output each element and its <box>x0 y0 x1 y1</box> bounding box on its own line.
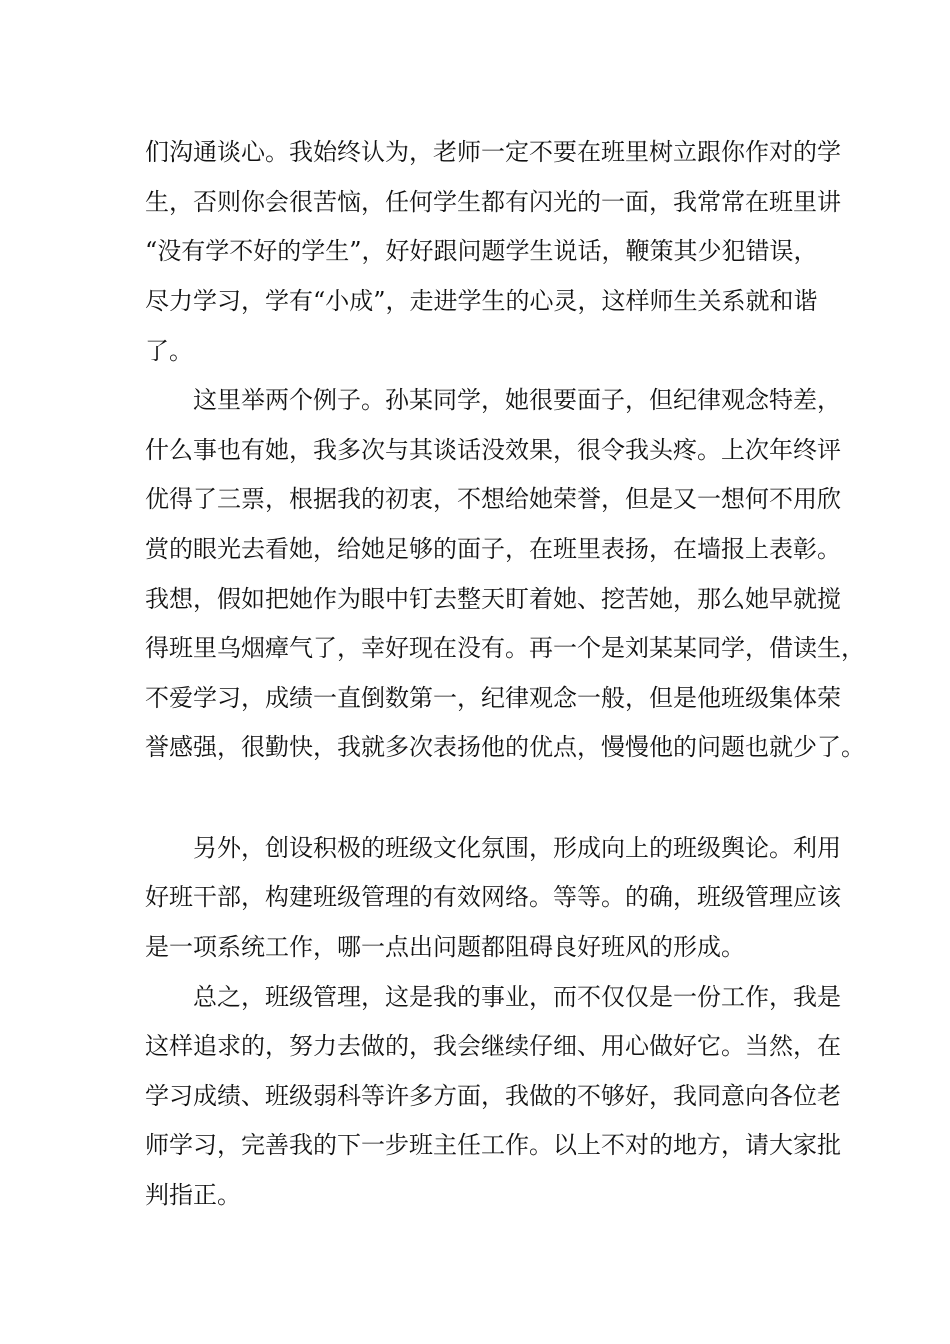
text-line: 学习成绩、班级弱科等许多方面，我做的不够好，我同意向各位老 <box>145 1082 841 1110</box>
text-line: 了。 <box>145 337 193 365</box>
text-line: 们沟通谈心。我始终认为，老师一定不要在班里树立跟你作对的学 <box>145 138 841 166</box>
text-line: 这里举两个例子。孙某同学，她很要面子，但纪律观念特差， <box>193 386 841 414</box>
text-line: 是一项系统工作，哪一点出问题都阻碍良好班风的形成。 <box>145 933 745 961</box>
text-line: 我想，假如把她作为眼中钉去整天盯着她、挖苦她，那么她早就搅 <box>145 585 841 613</box>
text-line: 优得了三票，根据我的初衷，不想给她荣誉，但是又一想何不用欣 <box>145 485 841 513</box>
text-line: 得班里乌烟瘴气了，幸好现在没有。再一个是刘某某同学，借读生， <box>145 634 865 662</box>
text-line: 什么事也有她，我多次与其谈话没效果，很令我头疼。上次年终评 <box>145 436 841 464</box>
text-line: “没有学不好的学生”，好好跟问题学生说话，鞭策其少犯错误， <box>145 237 818 265</box>
text-line: 好班干部，构建班级管理的有效网络。等等。的确，班级管理应该 <box>145 883 841 911</box>
text-line: 判指正。 <box>145 1181 241 1209</box>
text-line: 师学习，完善我的下一步班主任工作。以上不对的地方，请大家批 <box>145 1131 841 1159</box>
text-line: 这样追求的，努力去做的，我会继续仔细、用心做好它。当然，在 <box>145 1032 841 1060</box>
text-line: 赏的眼光去看她，给她足够的面子，在班里表扬，在墙报上表彰。 <box>145 535 841 563</box>
text-line: 另外，创设积极的班级文化氛围，形成向上的班级舆论。利用 <box>193 834 841 862</box>
text-line: 不爱学习，成绩一直倒数第一，纪律观念一般，但是他班级集体荣 <box>145 684 841 712</box>
text-line: 生，否则你会很苦恼，任何学生都有闪光的一面，我常常在班里讲 <box>145 188 841 216</box>
text-line: 总之，班级管理，这是我的事业，而不仅仅是一份工作，我是 <box>193 983 841 1011</box>
text-line: 尽力学习，学有“小成”，走进学生的心灵，这样师生关系就和谐 <box>145 287 818 315</box>
text-line: 誉感强，很勤快，我就多次表扬他的优点，慢慢他的问题也就少了。 <box>145 733 865 761</box>
